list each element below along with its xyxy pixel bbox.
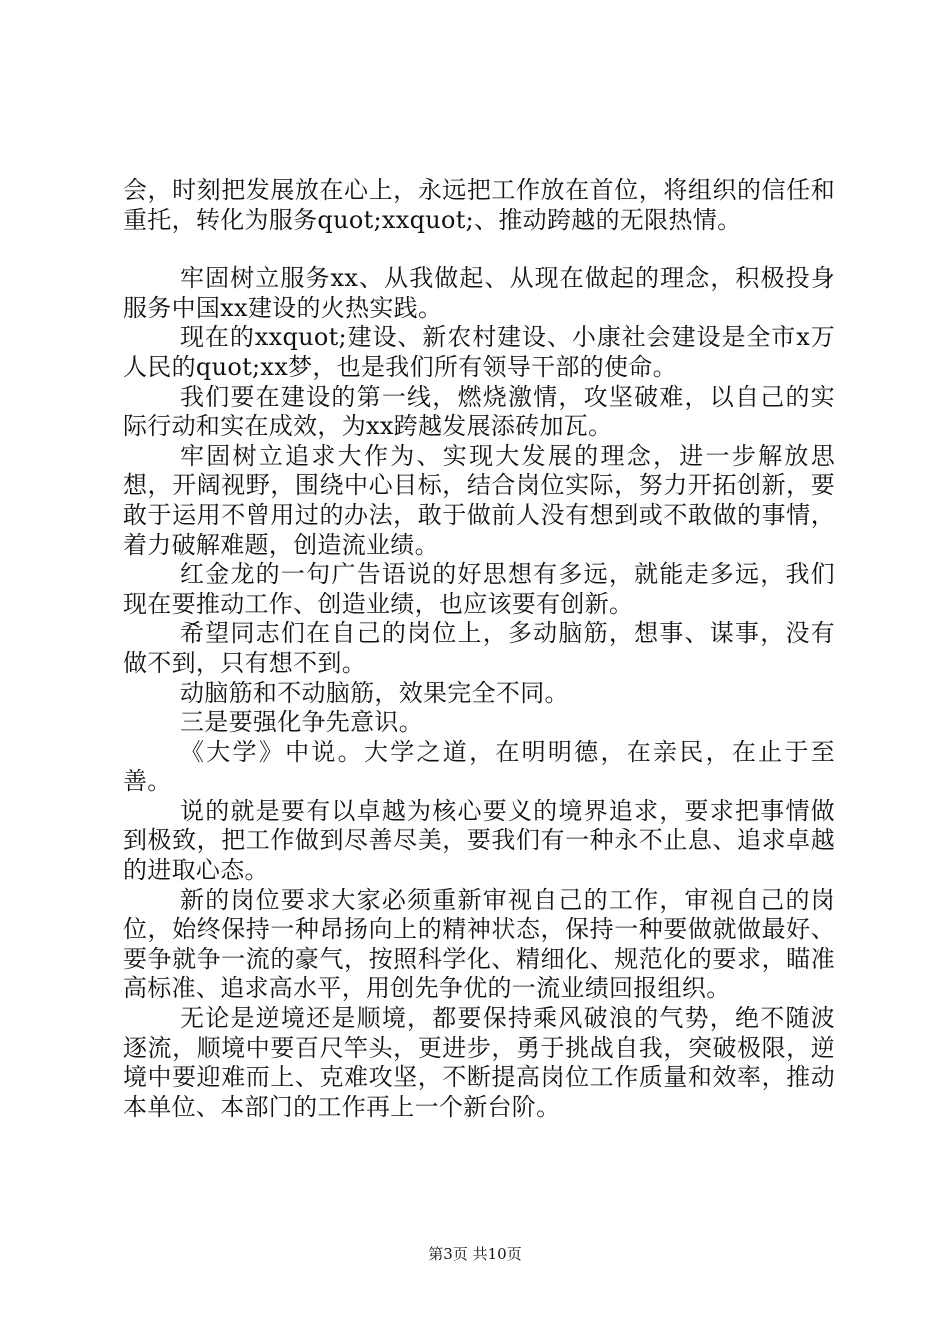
paragraph: 动脑筋和不动脑筋，效果完全不同。 [180, 678, 569, 707]
paragraph: 《大学》中说。大学之道，在明明德，在亲民，在止于至善。 [123, 737, 835, 796]
page-number-footer: 第3页 共10页 [428, 1245, 522, 1263]
paragraph-continuation: 会，时刻把发展放在心上，永远把工作放在首位，将组织的信任和重托，转化为服务quot;xxquot;、推动跨越的无限热情。 [123, 176, 835, 234]
paragraph: 牢固树立追求大作为、实现大发展的理念，进一步解放思想，开阔视野，围绕中心目标，结合岗位实际，努力开拓创新，要敢于运用不曾用过的办法，敢于做前人没有想到或不敢做的事情，着力破解难题，创造流业绩。 [123, 441, 835, 559]
paragraph: 现在的xxquot;建设、新农村建设、小康社会建设是全市x万人民的quot;xx梦，也是我们所有领导干部的使命。 [123, 323, 835, 381]
paragraph: 无论是逆境还是顺境，都要保持乘风破浪的气势，绝不随波逐流，顺境中要百尺竿头，更进步，勇于挑战自我，突破极限，逆境中要迎难而上、克难攻坚，不断提高岗位工作质量和效率，推动本单位、本部门的工作再上一个新台阶。 [123, 1004, 835, 1121]
paragraph: 牢固树立服务xx、从我做起、从现在做起的理念，积极投身服务中国xx建设的火热实践。 [123, 264, 835, 322]
paragraph: 红金龙的一句广告语说的好思想有多远，就能走多远，我们现在要推动工作、创造业绩，也应该要有创新。 [123, 560, 835, 618]
paragraph: 三是要强化争先意识。 [180, 708, 423, 737]
paragraph: 我们要在建设的第一线，燃烧激情，攻坚破难，以自己的实际行动和实在成效，为xx跨越发展添砖加瓦。 [123, 382, 835, 441]
paragraph: 希望同志们在自己的岗位上，多动脑筋，想事、谋事，没有做不到，只有想不到。 [123, 619, 835, 677]
paragraph: 新的岗位要求大家必须重新审视自己的工作，审视自己的岗位，始终保持一种昂扬向上的精神状态，保持一种要做就做最好、要争就争一流的豪气，按照科学化、精细化、规范化的要求，瞄准高标准、追求高水平，用创先争优的一流业绩回报组织。 [123, 885, 835, 1003]
paragraph: 说的就是要有以卓越为核心要义的境界追求，要求把事情做到极致，把工作做到尽善尽美，要我们有一种永不止息、追求卓越的进取心态。 [123, 796, 835, 885]
document-body [123, 176, 835, 1122]
